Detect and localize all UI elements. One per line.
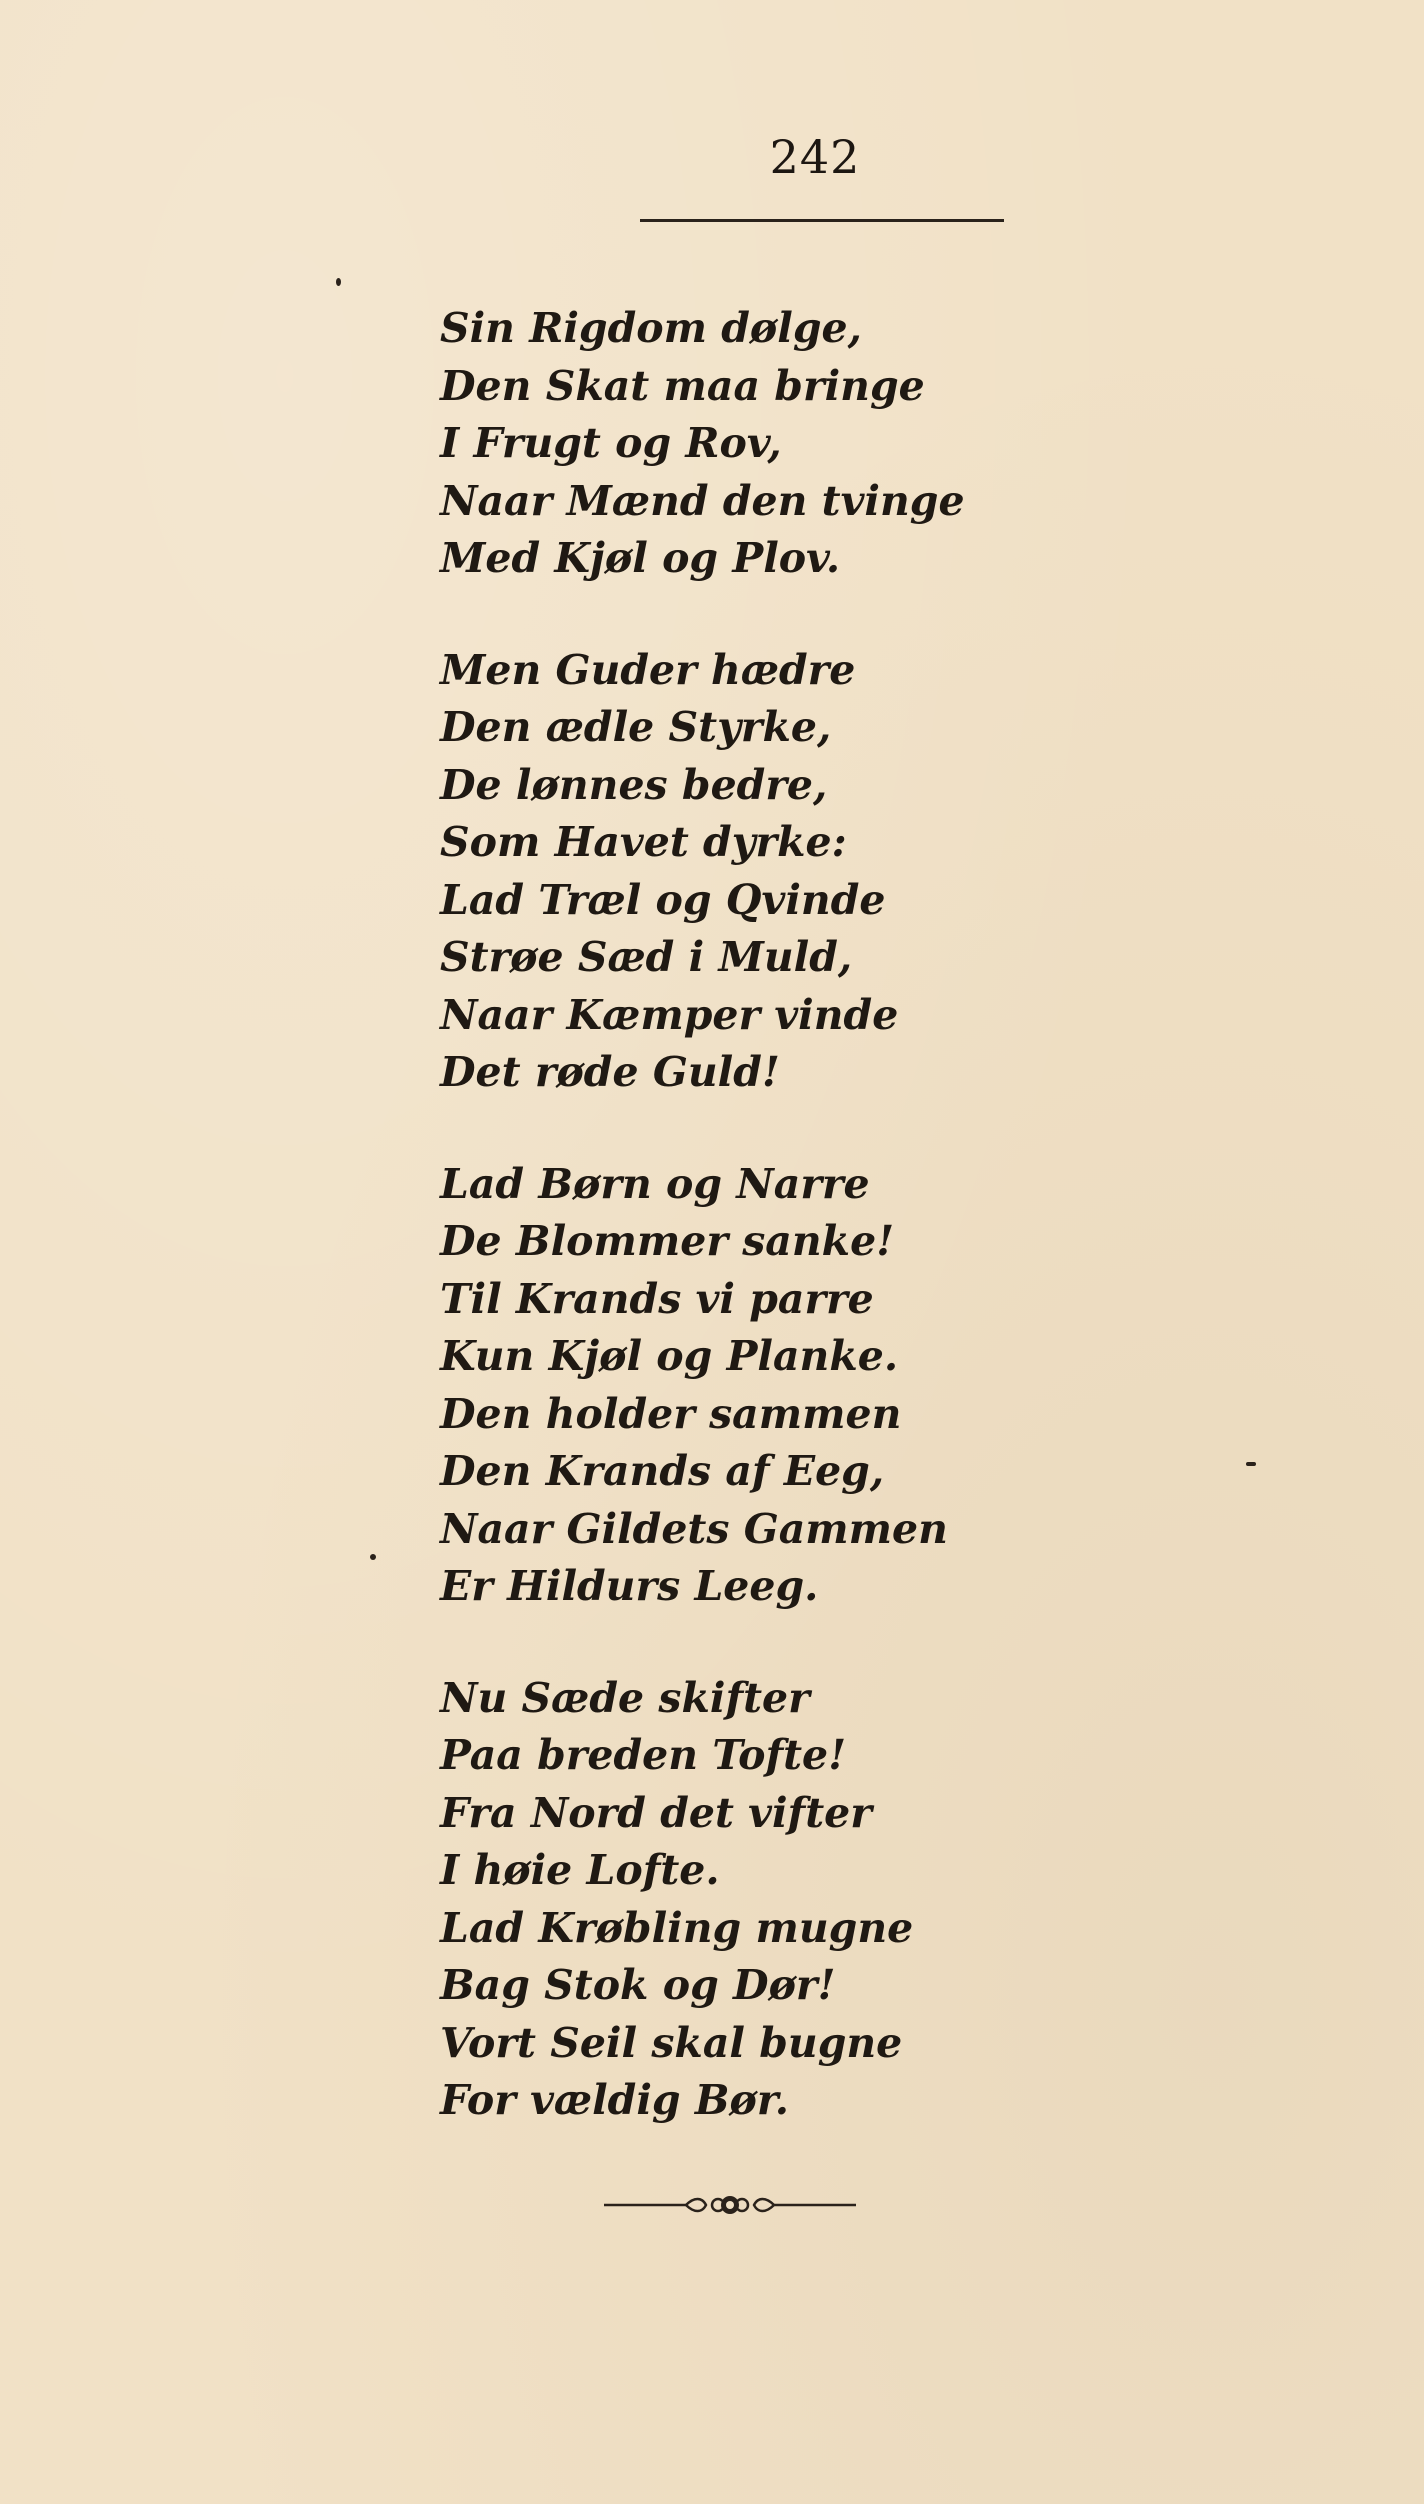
poem-line: Naar Mænd den tvinge: [440, 476, 965, 525]
poem-line: Sin Rigdom dølge,: [440, 304, 862, 352]
poem-line: Strøe Sæd i Muld,: [440, 933, 853, 981]
poem-line: Lad Træl og Qvinde: [440, 875, 886, 924]
poem-line: Men Guder hædre: [440, 645, 856, 694]
poem-line: I Frugt og Rov,: [440, 419, 782, 467]
stanza-3: [440, 1156, 1080, 1616]
poem-line: Paa breden Tofte!: [440, 1731, 847, 1779]
stanza-2: [440, 642, 1080, 1102]
poem-line: Kun Kjøl og Planke.: [440, 1332, 899, 1380]
stanza-1: [440, 300, 1080, 588]
poem-line: Med Kjøl og Plov.: [440, 534, 841, 582]
poem-line: Det røde Guld!: [440, 1048, 780, 1096]
poem-line: De lønnes bedre,: [440, 760, 828, 809]
poem-line: Naar Gildets Gammen: [440, 1504, 948, 1553]
poem-line: De Blommer sanke!: [440, 1217, 895, 1265]
poem-body: [440, 300, 1080, 2184]
flourish-divider-icon: [600, 2185, 860, 2225]
poem-line: Den ædle Styrke,: [440, 703, 832, 751]
poem-line: Er Hildurs Leeg.: [440, 1562, 819, 1610]
poem-line: Nu Sæde skifter: [440, 1673, 810, 1722]
poem-line: Den Krands af Eeg,: [440, 1447, 885, 1495]
poem-line: Fra Nord det vifter: [440, 1788, 872, 1837]
poem-line: Vort Seil skal bugne: [440, 2018, 903, 2067]
poem-line: Naar Kæmper vinde: [440, 990, 899, 1039]
stanza-4: [440, 1670, 1080, 2130]
header-rule: [640, 219, 1004, 222]
poem-line: Til Krands vi parre: [440, 1274, 874, 1323]
page-number: 242: [769, 130, 861, 184]
poem-line: Lad Børn og Narre: [440, 1159, 870, 1208]
ink-speck: [370, 1554, 376, 1560]
poem-line: Lad Krøbling mugne: [440, 1903, 914, 1952]
ink-speck: [1246, 1462, 1256, 1466]
ink-speck: [336, 278, 341, 286]
poem-line: Den holder sammen: [440, 1389, 902, 1438]
poem-line: Den Skat maa bringe: [440, 361, 925, 410]
poem-line: Som Havet dyrke:: [440, 818, 847, 866]
poem-line: For vældig Bør.: [440, 2076, 789, 2124]
poem-line: Bag Stok og Dør!: [440, 1961, 836, 2009]
poem-line: I høie Lofte.: [440, 1846, 720, 1894]
